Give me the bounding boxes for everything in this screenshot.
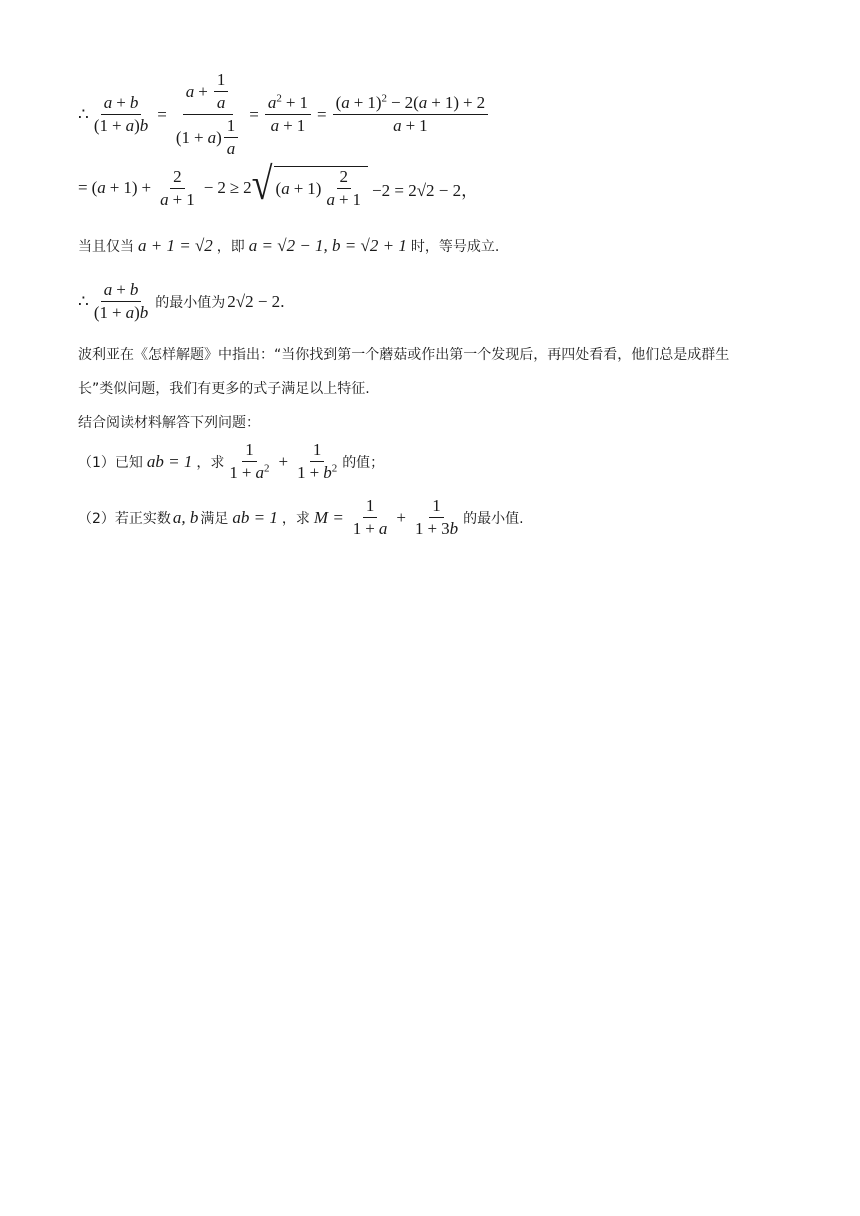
- question-2: （2）若正实数 a, b 满足 ab = 1 ，求 M = $\frac{1}{1 + a}$ + $\frac{1}{1 + 3b}$ 的最小值.: [78, 496, 524, 538]
- fraction-a-plus-b-over-1-plus-a-b: $\frac{a + b}{(1 + a)b}$: [93, 93, 149, 135]
- q1-tail: 的值；: [342, 454, 385, 471]
- q1-fraction-2: $\frac{1}{1 + b^2}$: [297, 440, 338, 482]
- fraction-a-plus-b-over-1-plus-a-b-2: $\frac{a + b}{(1 + a)b}$: [93, 280, 149, 322]
- equality-condition-line: [78, 236, 499, 256]
- therefore-symbol: ∴: [78, 104, 89, 124]
- q1-label: （1）已知: [78, 454, 143, 471]
- text-equality-holds: 时，等号成立.: [410, 239, 500, 255]
- fraction-a-squared-plus-1: $\frac{a^2 + 1}{a + 1}$: [265, 93, 311, 136]
- question-1: （1）已知 ab = 1 ，求 $\frac{1}{1 + a^2}$ + $\frac{1}{1 + b^2}$ 的值；: [78, 440, 385, 482]
- period: .: [280, 291, 285, 311]
- q2-lhs: M =: [313, 507, 344, 527]
- q2-fraction-2: $\frac{1}{1 + 3b}$: [414, 496, 459, 538]
- equation-inequality: = (a + 1) + $\frac{2}{a + 1}$ − 2 ≥ 2 √ ( a + 1) $\frac{2}{a + 1}$ −2 = 2√2 − 2，: [78, 159, 479, 210]
- values-expr: a = √2 − 1, b = √2 + 1: [248, 236, 407, 255]
- fraction-2-over-a-plus-1: $\frac{2}{a + 1}$: [160, 166, 195, 209]
- q2-label: （2）若正实数: [78, 510, 171, 527]
- condition-expr: a + 1 = √2: [138, 236, 213, 255]
- q2-condition: ab = 1: [232, 507, 278, 527]
- q1-ask: ，求: [196, 454, 225, 471]
- instruction-line: 结合阅读材料解答下列问题：: [78, 415, 260, 431]
- polya-paragraph-line-2: 长”类似问题，我们有更多的式子满足以上特征.: [78, 381, 370, 397]
- text-when-and-only-when: 当且仅当: [78, 239, 134, 255]
- minimum-value: 2√2 − 2: [227, 291, 281, 311]
- text-min-value-is: 的最小值为: [155, 294, 226, 311]
- minimum-result-line: [78, 280, 284, 323]
- q2-ask: ，求: [281, 510, 310, 527]
- text-namely: ，即: [216, 239, 245, 255]
- q1-fraction-1: $\frac{1}{1 + a^2}$: [229, 440, 270, 482]
- q2-fraction-1: $\frac{1}{1 + a}$: [352, 496, 388, 538]
- big-radical: √ ( a + 1) $\frac{2}{a + 1}$: [252, 166, 368, 210]
- inequality-tail: −2 = 2√2 − 2，: [372, 180, 479, 200]
- equation-chain-1: ∴ $\frac{a + b}{(1 + a)b}$ = a + $\frac{1}{a}$ (1 + a ) $\frac{1}{a}$ = $\frac{a^2 + 1}{a + 1}$ = $\frac{(a + 1)^2 - 2(a + 1) + 2}{a + 1}$: [78, 70, 490, 159]
- q1-condition: ab = 1: [146, 451, 193, 471]
- q2-satisfy: 满足: [200, 510, 229, 527]
- q2-tail: 的最小值.: [463, 510, 524, 527]
- fraction-complex: a + $\frac{1}{a}$ (1 + a ) $\frac{1}{a}$: [173, 70, 243, 159]
- fraction-rewritten: $\frac{(a + 1)^2 - 2(a + 1) + 2}{a + 1}$: [333, 93, 489, 136]
- polya-paragraph-line-1: 波利亚在《怎样解题》中指出：“当你找到第一个蘑菇或作出第一个发现后，再四处看看，他们总是成群生: [78, 347, 730, 363]
- q2-variables: a, b: [172, 507, 199, 527]
- therefore-symbol-2: ∴: [78, 291, 89, 311]
